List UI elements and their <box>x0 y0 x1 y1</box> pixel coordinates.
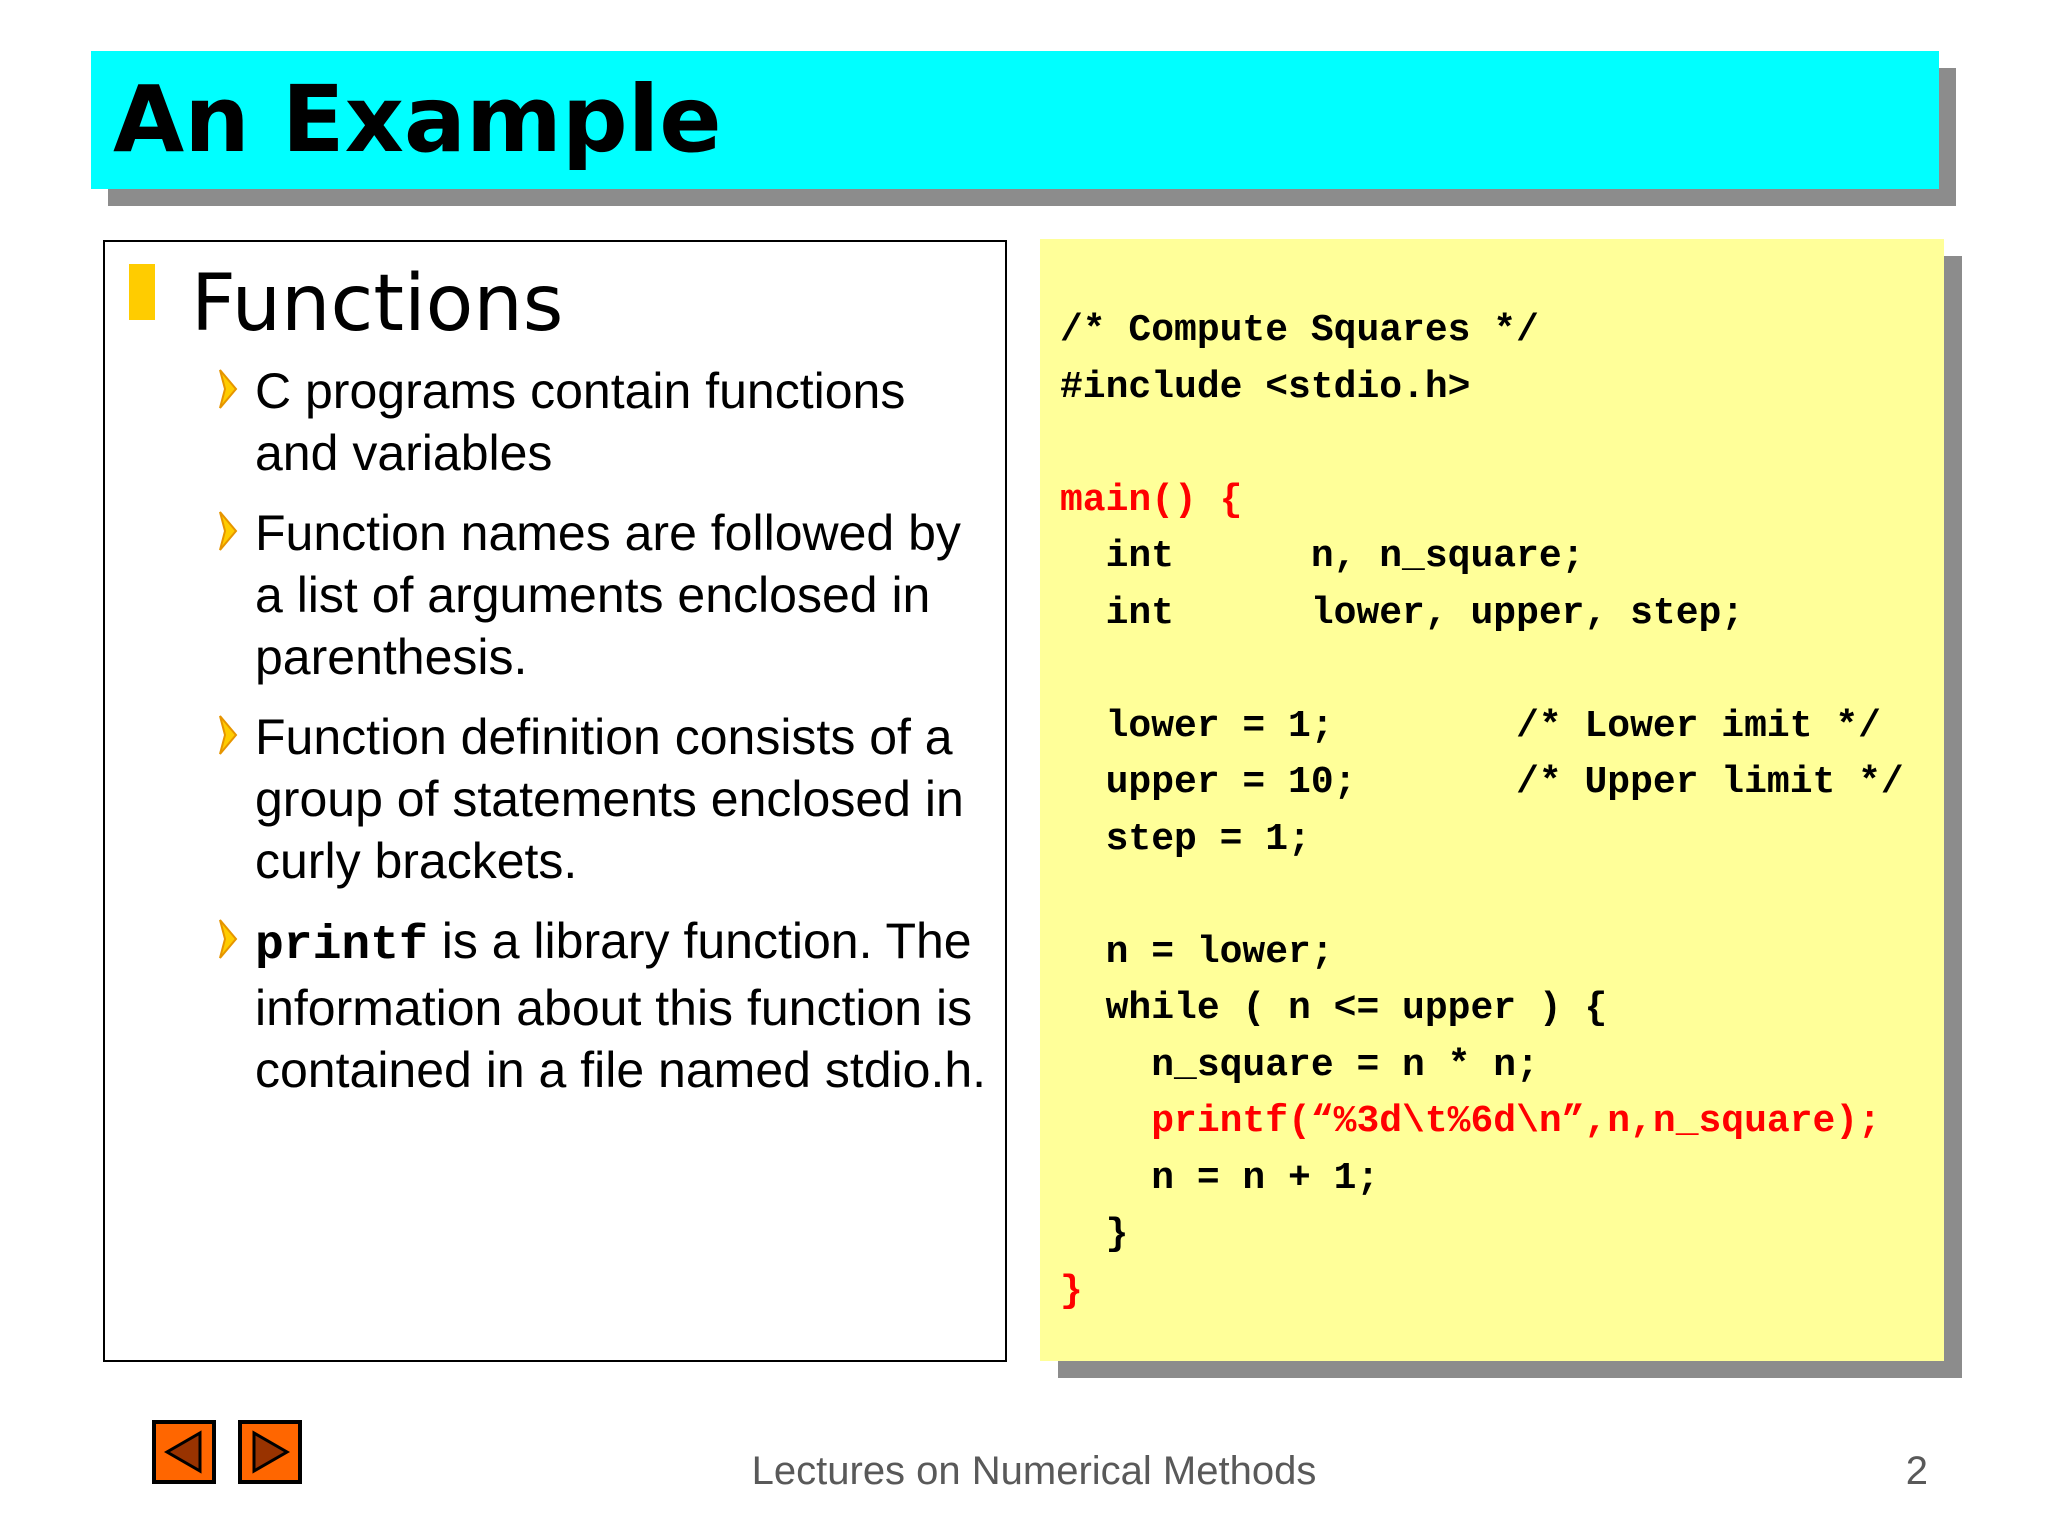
bullet-item <box>105 910 1005 1101</box>
bullet-text: C programs contain functions and variables <box>255 363 906 481</box>
next-slide-button[interactable] <box>238 1420 302 1484</box>
bullet-item <box>105 706 1005 892</box>
bullet-text: Function names are followed by a list of arguments enclosed in parenthesis. <box>255 505 961 685</box>
code-line: /* Compute Squares */ <box>1060 309 1539 352</box>
bullet-text-rest: is a library function. The information about this function is contained in a file named stdio.h. <box>255 913 987 1098</box>
chevron-bullet-icon <box>218 510 238 552</box>
chevron-bullet-icon <box>218 714 238 756</box>
section-heading: Functions <box>191 259 564 349</box>
title-bar <box>91 51 1939 189</box>
code-line: n = lower; <box>1060 930 1334 974</box>
bullet-list <box>105 360 1005 1119</box>
code-line: n_square = n * n; <box>1060 1043 1539 1087</box>
bullet-text: Function definition consists of a group of statements enclosed in curly brackets. <box>255 709 964 889</box>
footer-text: Lectures on Numerical Methods <box>751 1449 1317 1493</box>
inline-code-printf: printf <box>255 919 428 973</box>
chevron-bullet-icon <box>218 918 238 960</box>
chevron-bullet-icon <box>218 368 238 410</box>
code-line: upper = 10; /* Upper limit */ <box>1060 761 1904 804</box>
code-line: } <box>1060 1213 1129 1256</box>
text-panel <box>103 240 1007 1362</box>
code-line: lower = 1; /* Lower imit */ <box>1060 704 1881 748</box>
heading-bullet-marker <box>129 264 155 320</box>
code-line-main: main() { <box>1060 478 1243 522</box>
previous-slide-button[interactable] <box>152 1420 216 1484</box>
code-block <box>1060 303 1904 1320</box>
bullet-item <box>105 502 1005 688</box>
code-line-printf: printf(“%3d\t%6d\n”,n,n_square); <box>1060 1100 1881 1143</box>
code-line: n = n + 1; <box>1060 1156 1380 1200</box>
code-line-closing-brace: } <box>1060 1269 1083 1313</box>
code-line: step = 1; <box>1060 817 1311 861</box>
bullet-item <box>105 360 1005 484</box>
triangle-right-icon <box>248 1430 292 1474</box>
triangle-left-icon <box>162 1430 206 1474</box>
code-panel <box>1040 239 1944 1361</box>
bullet-text <box>255 910 993 1101</box>
code-line: #include <stdio.h> <box>1060 365 1471 409</box>
code-line: int lower, upper, step; <box>1060 591 1745 635</box>
code-line: int n, n_square; <box>1060 535 1585 578</box>
code-line: while ( n <= upper ) { <box>1060 987 1608 1030</box>
slide-title: An Example <box>113 66 722 173</box>
page-number: 2 <box>1905 1449 1928 1493</box>
